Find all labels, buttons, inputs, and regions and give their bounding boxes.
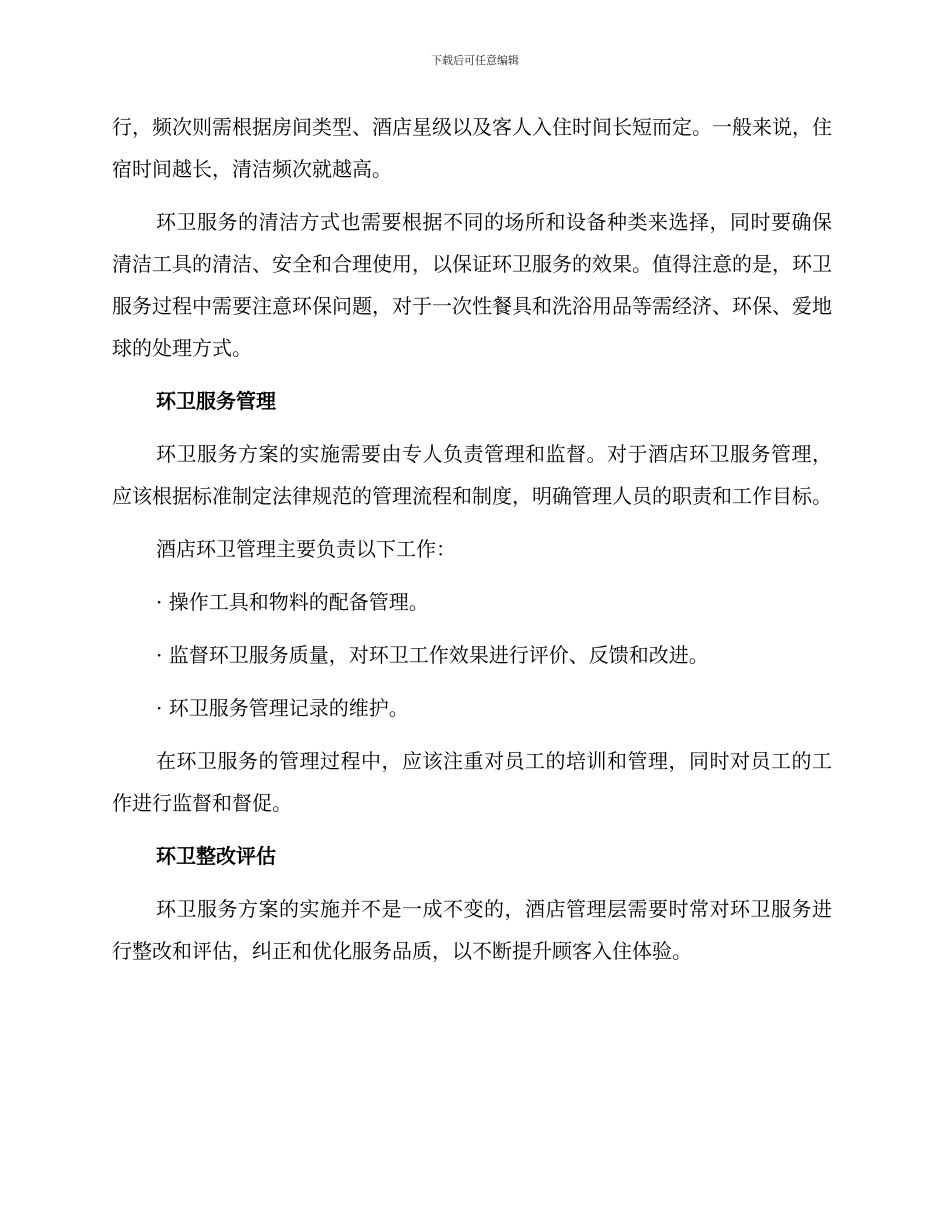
paragraph-continued: 行，频次则需根据房间类型、酒店星级以及客人入住时间长短而定。一般来说，住宿时间越长，清洁频次就越高。: [112, 115, 832, 181]
list-item: · 环卫服务管理记录的维护。: [156, 696, 409, 720]
paragraph-duties-lead: 酒店环卫管理主要负责以下工作：: [156, 537, 456, 561]
list-item: · 监督环卫服务质量，对环卫工作效果进行评价、反馈和改进。: [156, 643, 709, 667]
section-heading-management: 环卫服务管理: [156, 389, 276, 413]
paragraph-management-intro: 环卫服务方案的实施需要由专人负责管理和监督。对于酒店环卫服务管理，应该根据标准制定法律规范的管理流程和制度，明确管理人员的职责和工作目标。: [112, 442, 832, 508]
paragraph-cleaning-method: 环卫服务的清洁方式也需要根据不同的场所和设备种类来选择，同时要确保清洁工具的清洁、安全和合理使用，以保证环卫服务的效果。值得注意的是，环卫服务过程中需要注意环保问题，对于一次性餐具和洗浴用品等需经济、环保、爱地球的处理方式。: [112, 210, 832, 360]
paragraph-rectification: 环卫服务方案的实施并不是一成不变的，酒店管理层需要时常对环卫服务进行整改和评估，纠正和优化服务品质，以不断提升顾客入住体验。: [112, 897, 832, 963]
list-item: · 操作工具和物料的配备管理。: [156, 590, 429, 614]
document-body: [112, 106, 832, 983]
page-header: 下载后可任意编辑: [431, 54, 519, 67]
section-heading-rectification: 环卫整改评估: [156, 844, 276, 868]
paragraph-staff-training: 在环卫服务的管理过程中，应该注重对员工的培训和管理，同时对员工的工作进行监督和督促。: [112, 749, 832, 815]
